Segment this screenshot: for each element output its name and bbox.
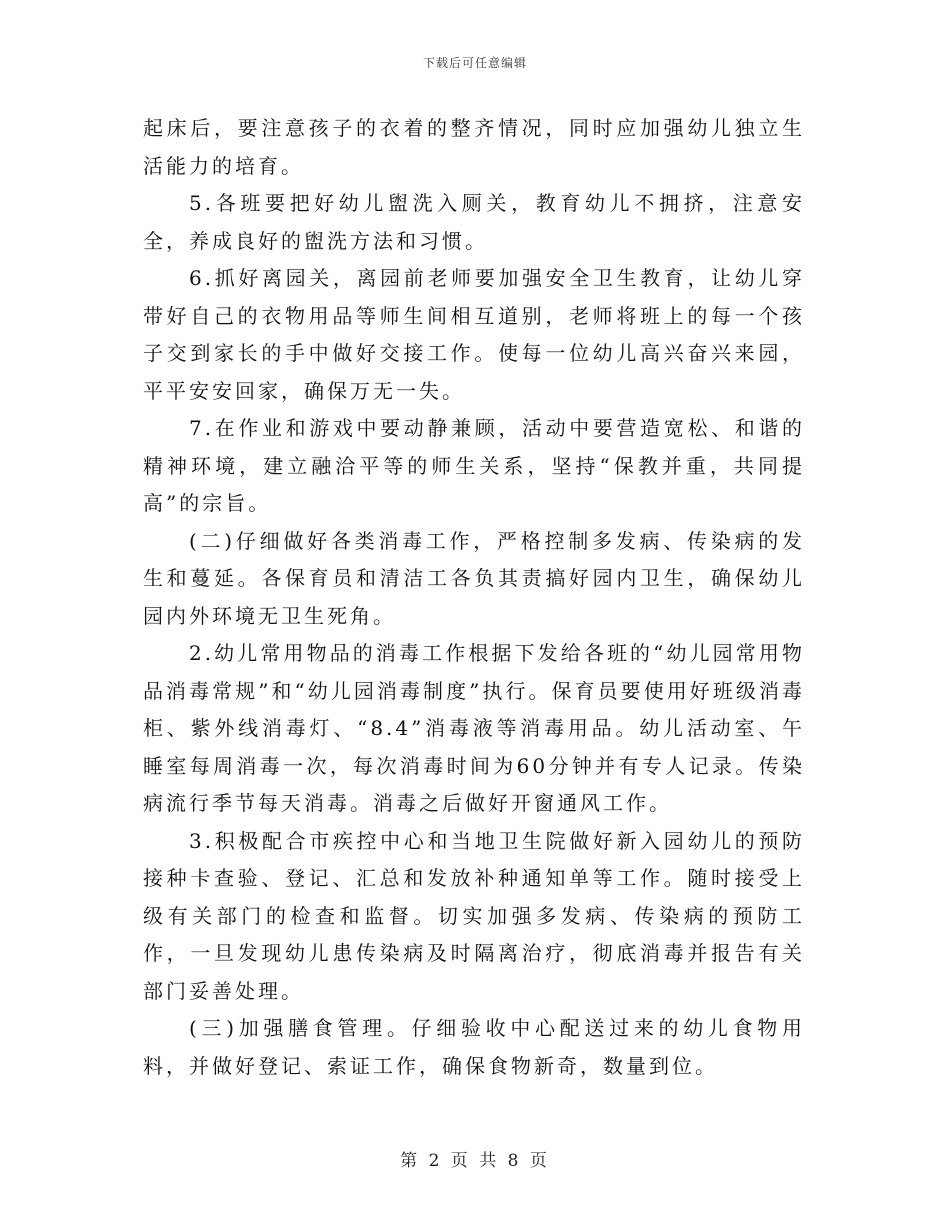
paragraph: 7.在作业和游戏中要动静兼顾，活动中要营造宽松、和谐的精神环境，建立融洽平等的师生关系，坚持“保教并重，共同提高”的宗旨。 (143, 416, 805, 515)
paragraph: 5.各班要把好幼儿盥洗入厕关，教育幼儿不拥挤，注意安全，养成良好的盥洗方法和习惯。 (143, 191, 805, 253)
paragraph: (二)仔细做好各类消毒工作，严格控制多发病、传染病的发生和蔓延。各保育员和清洁工各负其责搞好园内卫生，确保幼儿园内外环境无卫生死角。 (143, 528, 805, 628)
document-body (143, 110, 805, 1085)
paragraph: 3.积极配合市疾控中心和当地卫生院做好新入园幼儿的预防接种卡查验、登记、汇总和发放补种通知单等工作。随时接受上级有关部门的检查和监督。切实加强多发病、传染病的预防工作，一旦发现幼儿患传染病及时隔离治疗，彻底消毒并报告有关部门妥善处理。 (143, 828, 805, 1003)
paragraph: 起床后，要注意孩子的衣着的整齐情况，同时应加强幼儿独立生活能力的培育。 (143, 116, 805, 178)
page-header: 下载后可任意编辑 (422, 56, 527, 70)
paragraph: 6.抓好离园关，离园前老师要加强安全卫生教育，让幼儿穿带好自己的衣物用品等师生间相互道别，老师将班上的每一个孩子交到家长的手中做好交接工作。使每一位幼儿高兴奋兴来园，平平安安回家，确保万无一失。 (143, 266, 805, 403)
page-footer: 第 2 页 共 8 页 (400, 1151, 550, 1171)
paragraph: 2.幼儿常用物品的消毒工作根据下发给各班的“幼儿园常用物品消毒常规”和“幼儿园消毒制度”执行。保育员要使用好班级消毒柜、紫外线消毒灯、“8.4”消毒液等消毒用品。幼儿活动室、午睡室每周消毒一次，每次消毒时间为60分钟并有专人记录。传染病流行季节每天消毒。消毒之后做好开窗通风工作。 (143, 641, 805, 815)
paragraph: (三)加强膳食管理。仔细验收中心配送过来的幼儿食物用料，并做好登记、索证工作，确保食物新奇，数量到位。 (143, 1016, 805, 1078)
